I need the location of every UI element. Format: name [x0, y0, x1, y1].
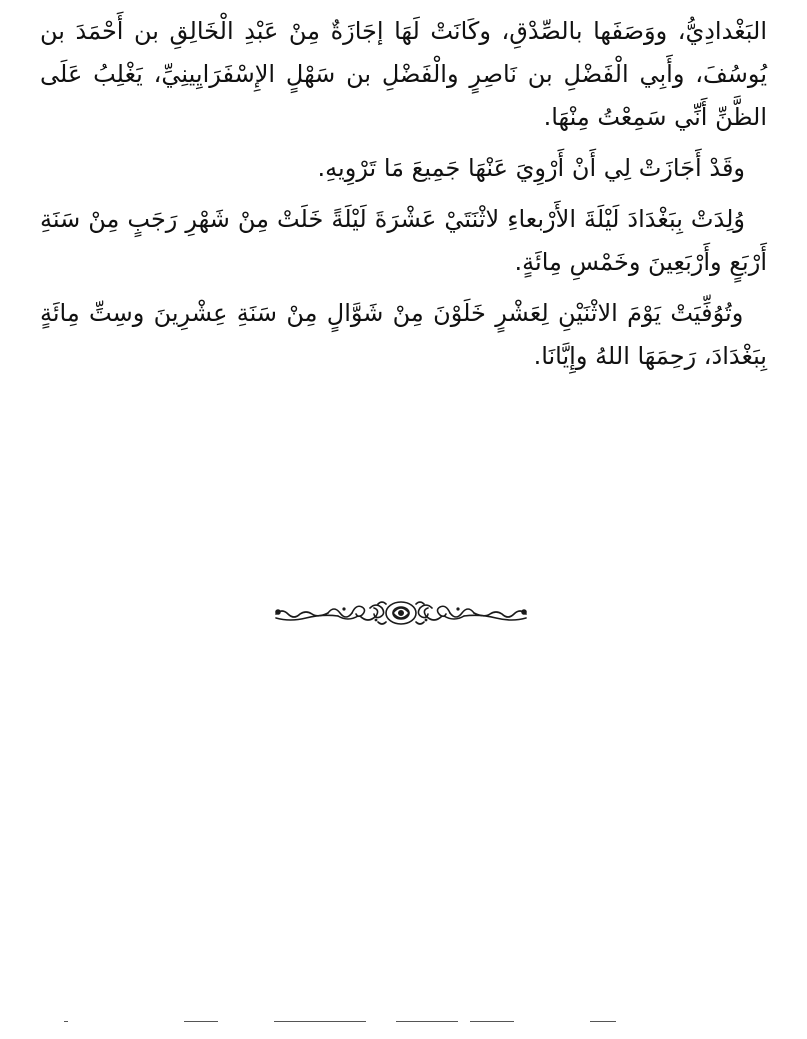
- rule-segment: [274, 1021, 366, 1022]
- paragraph-4: [40, 292, 767, 378]
- arabic-text-block: [40, 10, 767, 386]
- rule-segment: [64, 1021, 68, 1022]
- paragraph-3: [40, 198, 767, 284]
- paragraph-2: [40, 147, 767, 190]
- footer-scan-lines: [0, 1021, 807, 1025]
- text-line: وتُوُفِّيَتْ يَوْمَ الاثْنَيْنِ لِعَشْرٍ خَلَوْنَ مِنْ شَوَّالٍ مِنْ سَنَةِ عِشْرِينَ وسِتِّ مِائَةٍ: [40, 299, 744, 327]
- text-line: أَحْمَدَ بن يُوسُفَ، وأَبِي الْفَضْلِ بن نَاصِرٍ والْفَضْلِ بن سَهْلٍ الإِسْفَرَايِينِيِّ،: [40, 17, 767, 88]
- decorative-divider-icon: [272, 596, 530, 630]
- rule-segment: [184, 1021, 218, 1022]
- text-line: يَغْلِبُ عَلَى الظَّنِّ أَنِّي سَمِعْتُ مِنْهَا.: [40, 60, 767, 131]
- paragraph-1: [40, 10, 767, 139]
- text-line: وُلِدَتْ بِبَغْدَادَ لَيْلَةَ الأَرْبعاءِ لاثْنَتَيْ عَشْرَةَ لَيْلَةً خَلَتْ مِنْ شَهْرِ رَجَبٍ مِنْ: [80, 205, 745, 233]
- text-line: سَنَةِ أَرْبَعٍ وأَرْبَعِينَ وخَمْسِ مِائَةٍ.: [40, 205, 767, 276]
- rule-segment: [396, 1021, 458, 1022]
- text-line: وقَدْ أَجَازَتْ لِي أَنْ أَرْوِيَ عَنْهَا جَمِيعَ مَا تَرْوِيهِ.: [317, 154, 745, 182]
- rule-segment: [590, 1021, 616, 1022]
- text-line: البَغْدادِيُّ، ووَصَفَها بالصِّدْقِ، وكَانَتْ لَهَا إجَازَةٌ مِنْ عَبْدِ الْخَالِقِ بن: [123, 17, 767, 45]
- text-line: بِبَغْدَادَ، رَحِمَهَا اللهُ وإِيَّانَا.: [533, 342, 767, 370]
- rule-segment: [470, 1021, 514, 1022]
